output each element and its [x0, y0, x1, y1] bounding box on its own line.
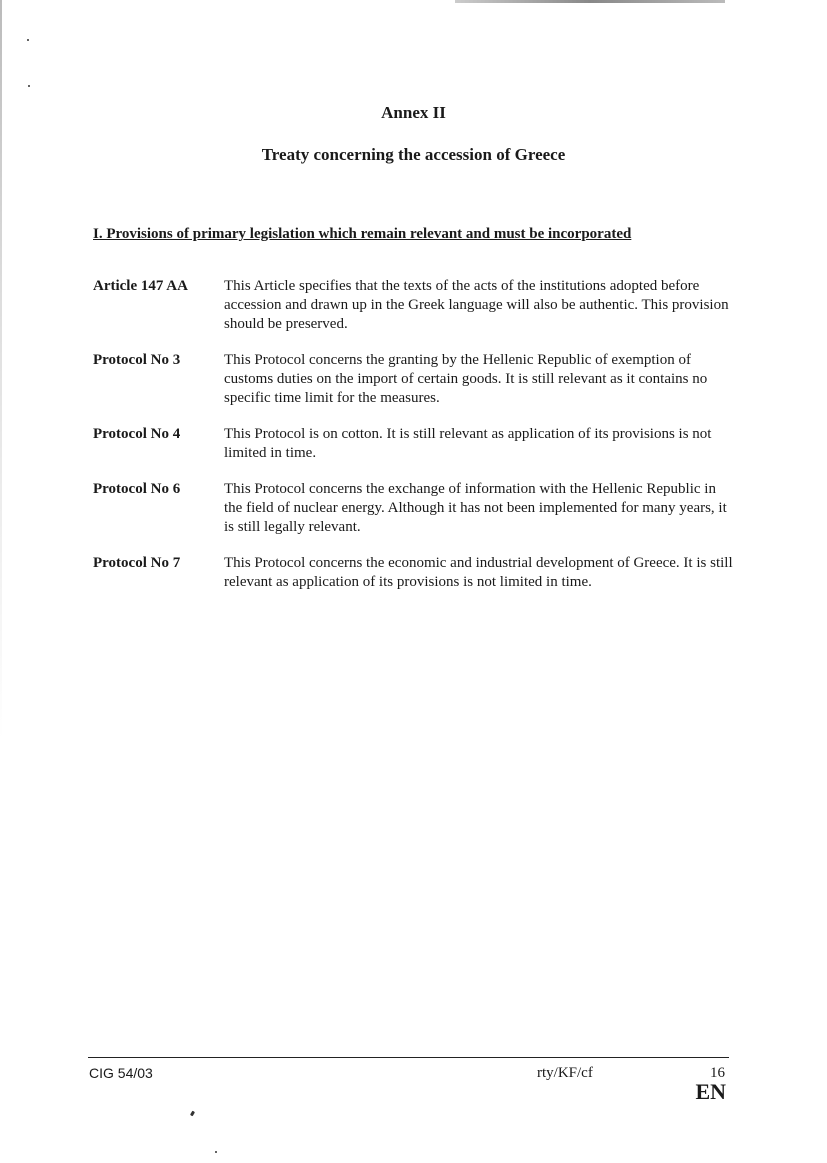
entry-text: This Protocol concerns the granting by the Hellenic Republic of exemption of customs duties on the import of certain goods. It is still relevant as it contains no specific time limit for the measures.	[224, 352, 708, 406]
list-item	[93, 554, 733, 592]
treaty-title: Treaty concerning the accession of Greece	[261, 145, 566, 164]
document-reference: CIG 54/03	[89, 1065, 153, 1081]
list-item	[93, 425, 733, 463]
entry-text: This Protocol concerns the exchange of information with the Hellenic Republic in the field of nuclear energy. Although it has not been implemented for many years, it is still legally relevant.	[224, 481, 727, 535]
entry-label: Article 147 AA	[93, 278, 188, 294]
page-number: 16	[710, 1065, 725, 1081]
entry-text: This Article specifies that the texts of the acts of the institutions adopted before accession and drawn up in the Greek language will also be authentic. This provision should be preserved.	[224, 278, 729, 332]
language-code: EN	[695, 1079, 726, 1104]
author-initials: rty/KF/cf	[537, 1065, 593, 1081]
entry-label: Protocol No 3	[93, 352, 181, 368]
scan-speck	[28, 85, 30, 87]
footer-divider	[88, 1057, 729, 1058]
entry-label: Protocol No 7	[93, 555, 181, 571]
scan-speck	[215, 1151, 217, 1153]
annex-title	[0, 103, 827, 123]
annex-title-text: Annex II	[381, 103, 446, 122]
list-item	[93, 351, 733, 408]
entry-label: Protocol No 4	[93, 426, 181, 442]
list-item	[93, 277, 733, 334]
scan-speck	[190, 1111, 195, 1117]
provisions-list	[93, 277, 733, 609]
scan-top-artifact	[455, 0, 725, 3]
scan-speck	[27, 39, 29, 41]
entry-text: This Protocol is on cotton. It is still relevant as application of its provisions is not limited in time.	[224, 426, 712, 461]
section-heading: I. Provisions of primary legislation which remain relevant and must be incorporated	[93, 226, 632, 242]
entry-text: This Protocol concerns the economic and industrial development of Greece. It is still relevant as application of its provisions is not limited in time.	[224, 555, 733, 590]
entry-label: Protocol No 6	[93, 481, 181, 497]
list-item	[93, 480, 733, 537]
